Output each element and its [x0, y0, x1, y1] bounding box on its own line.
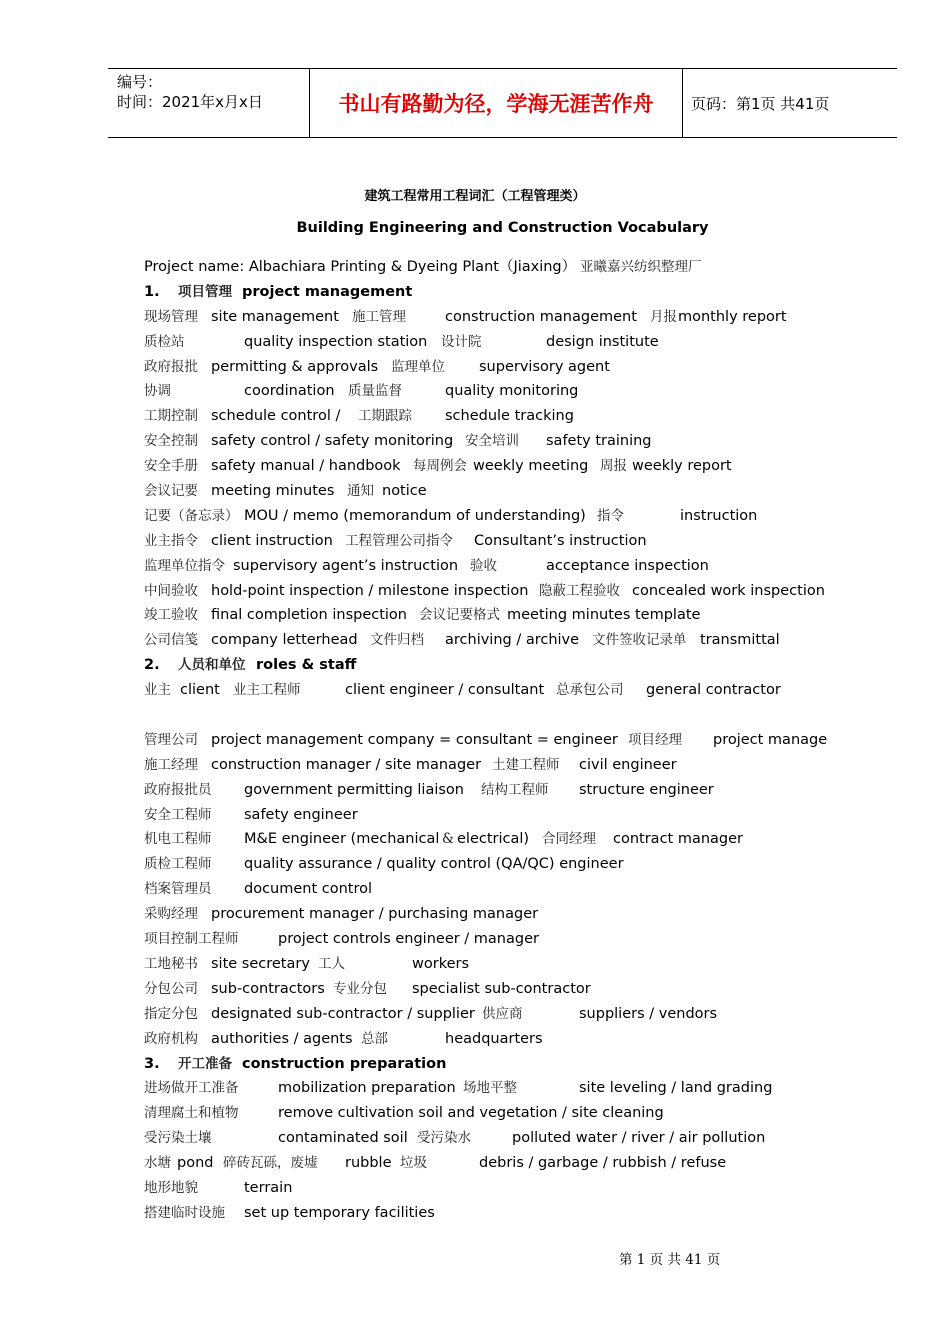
term-cn: 总承包公司: [556, 682, 624, 699]
term-cn: 安全工程师: [144, 806, 212, 823]
term-en: quality assurance / quality control (QA/QC) engineer: [244, 856, 624, 873]
term-en: MOU / memo (memorandum of understanding): [244, 507, 586, 524]
term-cn: 安全培训: [465, 433, 519, 450]
term-en: supervisory agent’s instruction: [233, 557, 459, 574]
term-en: remove cultivation soil and vegetation / site cleaning: [278, 1105, 664, 1122]
term-en: rubble: [345, 1155, 392, 1172]
term-cn: 清理腐土和植物: [144, 1105, 239, 1122]
term-en: procurement manager / purchasing manager: [211, 906, 539, 923]
vocab-line: [144, 381, 944, 406]
term-en: electrical): [457, 831, 530, 848]
vocab-line: [144, 805, 944, 830]
vocab-line: [144, 357, 944, 382]
term-en: notice: [382, 483, 427, 500]
page-footer: 第 1 页 共 41 页: [619, 1252, 721, 1268]
term-en: concealed work inspection: [632, 582, 825, 599]
vocab-line: [144, 680, 944, 705]
term-cn: 管理公司: [144, 731, 198, 748]
term-en: polluted water / river / air pollution: [512, 1130, 766, 1147]
term-en: 2.: [144, 657, 160, 674]
term-en: Project name: Albachiara Printing & Dyeing Plant（Jiaxing）: [144, 259, 577, 275]
vocab-line: [144, 655, 944, 680]
term-en: archiving / archive: [445, 632, 580, 649]
term-en: weekly meeting: [473, 458, 589, 475]
term-en: sub-contractors: [211, 980, 325, 997]
term-cn: 档案管理员: [144, 881, 212, 898]
term-en: designated sub-contractor / supplier: [211, 1005, 475, 1022]
vocab-line: [144, 1103, 944, 1128]
vocab-line: [144, 605, 944, 630]
term-cn: 质检工程师: [144, 856, 212, 873]
term-en: transmittal: [700, 632, 780, 649]
term-en: schedule tracking: [445, 408, 574, 425]
term-en: weekly report: [632, 458, 732, 475]
document-title-en: Building Engineering and Construction Vocabulary: [296, 220, 709, 236]
term-en: government permitting liaison: [244, 781, 464, 798]
term-en: final completion inspection: [211, 607, 407, 624]
term-cn: 合同经理: [542, 831, 596, 848]
term-cn: 周报: [600, 458, 627, 475]
header-table: [108, 68, 897, 138]
term-cn: 业主工程师: [233, 682, 301, 699]
term-en: mobilization preparation: [278, 1080, 456, 1097]
vocab-line: [144, 755, 944, 780]
term-en: document control: [244, 881, 373, 898]
term-cn: 业主指令: [144, 532, 198, 549]
term-cn: 政府报批员: [144, 781, 212, 798]
term-en: safety engineer: [244, 806, 358, 823]
term-en: meeting minutes: [211, 483, 335, 500]
motto: 书山有路勤为径，学海无涯苦作舟: [338, 91, 654, 116]
term-en: monthly report: [678, 308, 787, 325]
term-cn: 验收: [470, 557, 497, 574]
term-cn: 政府报批: [144, 358, 198, 375]
vocab-line: [144, 904, 944, 929]
term-cn: 监理单位指令: [144, 557, 225, 574]
vocab-line: [144, 581, 944, 606]
vocab-line: [144, 531, 944, 556]
term-en: permitting & approvals: [211, 358, 379, 375]
term-en: general contractor: [646, 682, 781, 699]
vocab-line: [144, 979, 944, 1004]
term-cn: &: [442, 831, 455, 848]
term-cn: 设计院: [441, 333, 482, 350]
term-cn: 协调: [144, 383, 171, 400]
vocab-line: [144, 406, 944, 431]
term-en: structure engineer: [579, 781, 714, 798]
term-cn: 供应商: [482, 1005, 523, 1022]
term-cn: 文件归档: [370, 632, 424, 649]
term-cn: 工期跟踪: [358, 408, 412, 425]
term-en: debris / garbage / rubbish / refuse: [479, 1155, 727, 1172]
term-en: headquarters: [445, 1030, 543, 1047]
term-en: construction management: [445, 308, 637, 325]
term-cn: 采购经理: [144, 906, 198, 923]
term-en: coordination: [244, 383, 335, 400]
vocab-line: [144, 879, 944, 904]
vocabulary-body: [144, 257, 944, 1228]
vocab-line: [144, 730, 944, 755]
term-cn: 垃圾: [400, 1155, 427, 1172]
term-en: project manage: [713, 731, 828, 748]
vocab-line: [144, 481, 944, 506]
vocab-line: [144, 929, 944, 954]
term-en: site leveling / land grading: [579, 1080, 773, 1097]
vocab-line: [144, 307, 944, 332]
term-en: safety control / safety monitoring: [211, 433, 454, 450]
term-cn: 搭建临时设施: [144, 1204, 225, 1221]
header-divider: [682, 69, 683, 137]
term-cn: 质检站: [144, 333, 185, 350]
term-cn: 施工管理: [352, 308, 406, 325]
vocab-line: [144, 1078, 944, 1103]
term-cn: 结构工程师: [481, 781, 549, 798]
vocab-line: [144, 630, 944, 655]
term-cn: 文件签收记录单: [592, 632, 687, 649]
term-cn: 受污染土壤: [144, 1130, 212, 1147]
vocab-line: [144, 332, 944, 357]
term-cn: 指定分包: [144, 1005, 198, 1022]
term-cn: 亚曦嘉兴纺织整理厂: [580, 259, 702, 275]
term-cn: 每周例会: [413, 458, 467, 475]
term-en: project controls engineer / manager: [278, 931, 539, 948]
term-en: project management company = consultant = engineer: [211, 731, 618, 748]
vocab-line: [144, 506, 944, 531]
vocab-line: [144, 1004, 944, 1029]
vocab-line: [144, 1178, 944, 1203]
term-en: specialist sub-contractor: [412, 980, 591, 997]
term-en: safety training: [546, 433, 652, 450]
term-cn: 项目管理: [178, 283, 232, 300]
term-cn: 开工准备: [178, 1055, 232, 1072]
term-cn: 竣工验收: [144, 607, 198, 624]
vocab-line: [144, 1128, 944, 1153]
term-cn: 安全手册: [144, 458, 198, 475]
vocab-line: [144, 1203, 944, 1228]
term-en: workers: [412, 955, 470, 972]
term-cn: 碎砖瓦砾，废墟: [223, 1155, 318, 1172]
term-cn: 施工经理: [144, 756, 198, 773]
term-cn: 工地秘书: [144, 955, 198, 972]
term-en: pond: [177, 1155, 214, 1172]
term-cn: 工程管理公司指令: [345, 532, 453, 549]
vocab-line: [144, 705, 944, 730]
term-en: set up temporary facilities: [244, 1204, 435, 1221]
term-en: terrain: [244, 1179, 293, 1196]
term-en: 1.: [144, 283, 160, 300]
term-en: site secretary: [211, 955, 310, 972]
term-cn: 项目控制工程师: [144, 931, 239, 948]
vocab-line: [144, 456, 944, 481]
vocab-line: [144, 282, 944, 307]
term-en: client: [180, 682, 220, 699]
vocab-line: [144, 954, 944, 979]
term-en: supervisory agent: [479, 358, 610, 375]
page-label: 页码：第1页 共41页: [691, 95, 830, 113]
term-cn: 质量监督: [348, 383, 402, 400]
term-en: company letterhead: [211, 632, 358, 649]
time-label: 时间：2021年x月x日: [117, 93, 263, 111]
term-cn: 工期控制: [144, 408, 198, 425]
term-cn: 隐蔽工程验收: [539, 582, 620, 599]
term-cn: 中间验收: [144, 582, 198, 599]
term-cn: 会议记要格式: [419, 607, 500, 624]
term-cn: 记要（备忘录）: [144, 507, 239, 524]
term-en: schedule control /: [211, 408, 341, 425]
term-cn: 指令: [597, 507, 624, 524]
term-en: contaminated soil: [278, 1130, 408, 1147]
term-en: instruction: [680, 507, 758, 524]
document-title-cn: 建筑工程常用工程词汇（工程管理类）: [364, 189, 586, 204]
term-en: roles & staff: [256, 657, 357, 674]
term-cn: 地形地貌: [144, 1179, 198, 1196]
term-en: authorities / agents: [211, 1030, 353, 1047]
term-en: construction preparation: [242, 1055, 447, 1072]
term-en: civil engineer: [579, 756, 677, 773]
term-cn: 进场做开工准备: [144, 1080, 239, 1097]
term-cn: 专业分包: [333, 980, 387, 997]
vocab-line: [144, 556, 944, 581]
term-en: hold-point inspection / milestone inspection: [211, 582, 529, 599]
term-cn: 场地平整: [463, 1080, 517, 1097]
term-en: suppliers / vendors: [579, 1005, 718, 1022]
term-en: 3.: [144, 1055, 160, 1072]
vocab-line: [144, 431, 944, 456]
code-label: 编号：: [117, 73, 163, 91]
term-cn: 人员和单位: [178, 657, 246, 674]
term-en: quality inspection station: [244, 333, 428, 350]
term-cn: 月报: [650, 308, 677, 325]
term-en: meeting minutes template: [507, 607, 701, 624]
vocab-line: [144, 257, 944, 282]
term-en: contract manager: [613, 831, 744, 848]
header-left-cell: [117, 72, 263, 112]
term-en: quality monitoring: [445, 383, 579, 400]
term-cn: 公司信笺: [144, 632, 198, 649]
term-cn: 机电工程师: [144, 831, 212, 848]
term-cn: 工人: [318, 955, 345, 972]
vocab-line: [144, 1153, 944, 1178]
vocab-line: [144, 1054, 944, 1079]
vocab-line: [144, 780, 944, 805]
term-en: M&E engineer (mechanical: [244, 831, 440, 848]
vocab-line: [144, 829, 944, 854]
term-en: site management: [211, 308, 339, 325]
term-cn: 分包公司: [144, 980, 198, 997]
term-cn: 受污染水: [417, 1130, 471, 1147]
term-cn: 总部: [361, 1030, 388, 1047]
term-en: Consultant’s instruction: [474, 532, 647, 549]
term-cn: 现场管理: [144, 308, 198, 325]
term-en: project management: [242, 283, 413, 300]
term-cn: 政府机构: [144, 1030, 198, 1047]
term-cn: 安全控制: [144, 433, 198, 450]
term-cn: 水塘: [144, 1155, 171, 1172]
term-cn: 监理单位: [391, 358, 445, 375]
term-en: safety manual / handbook: [211, 458, 401, 475]
term-cn: 业主: [144, 682, 171, 699]
term-cn: 土建工程师: [492, 756, 560, 773]
term-en: client instruction: [211, 532, 333, 549]
term-cn: 会议记要: [144, 483, 198, 500]
term-cn: 通知: [347, 483, 374, 500]
term-en: design institute: [546, 333, 659, 350]
term-en: acceptance inspection: [546, 557, 709, 574]
vocab-line: [144, 1029, 944, 1054]
term-en: client engineer / consultant: [345, 682, 545, 699]
term-cn: 项目经理: [628, 731, 682, 748]
term-en: construction manager / site manager: [211, 756, 482, 773]
vocab-line: [144, 854, 944, 879]
